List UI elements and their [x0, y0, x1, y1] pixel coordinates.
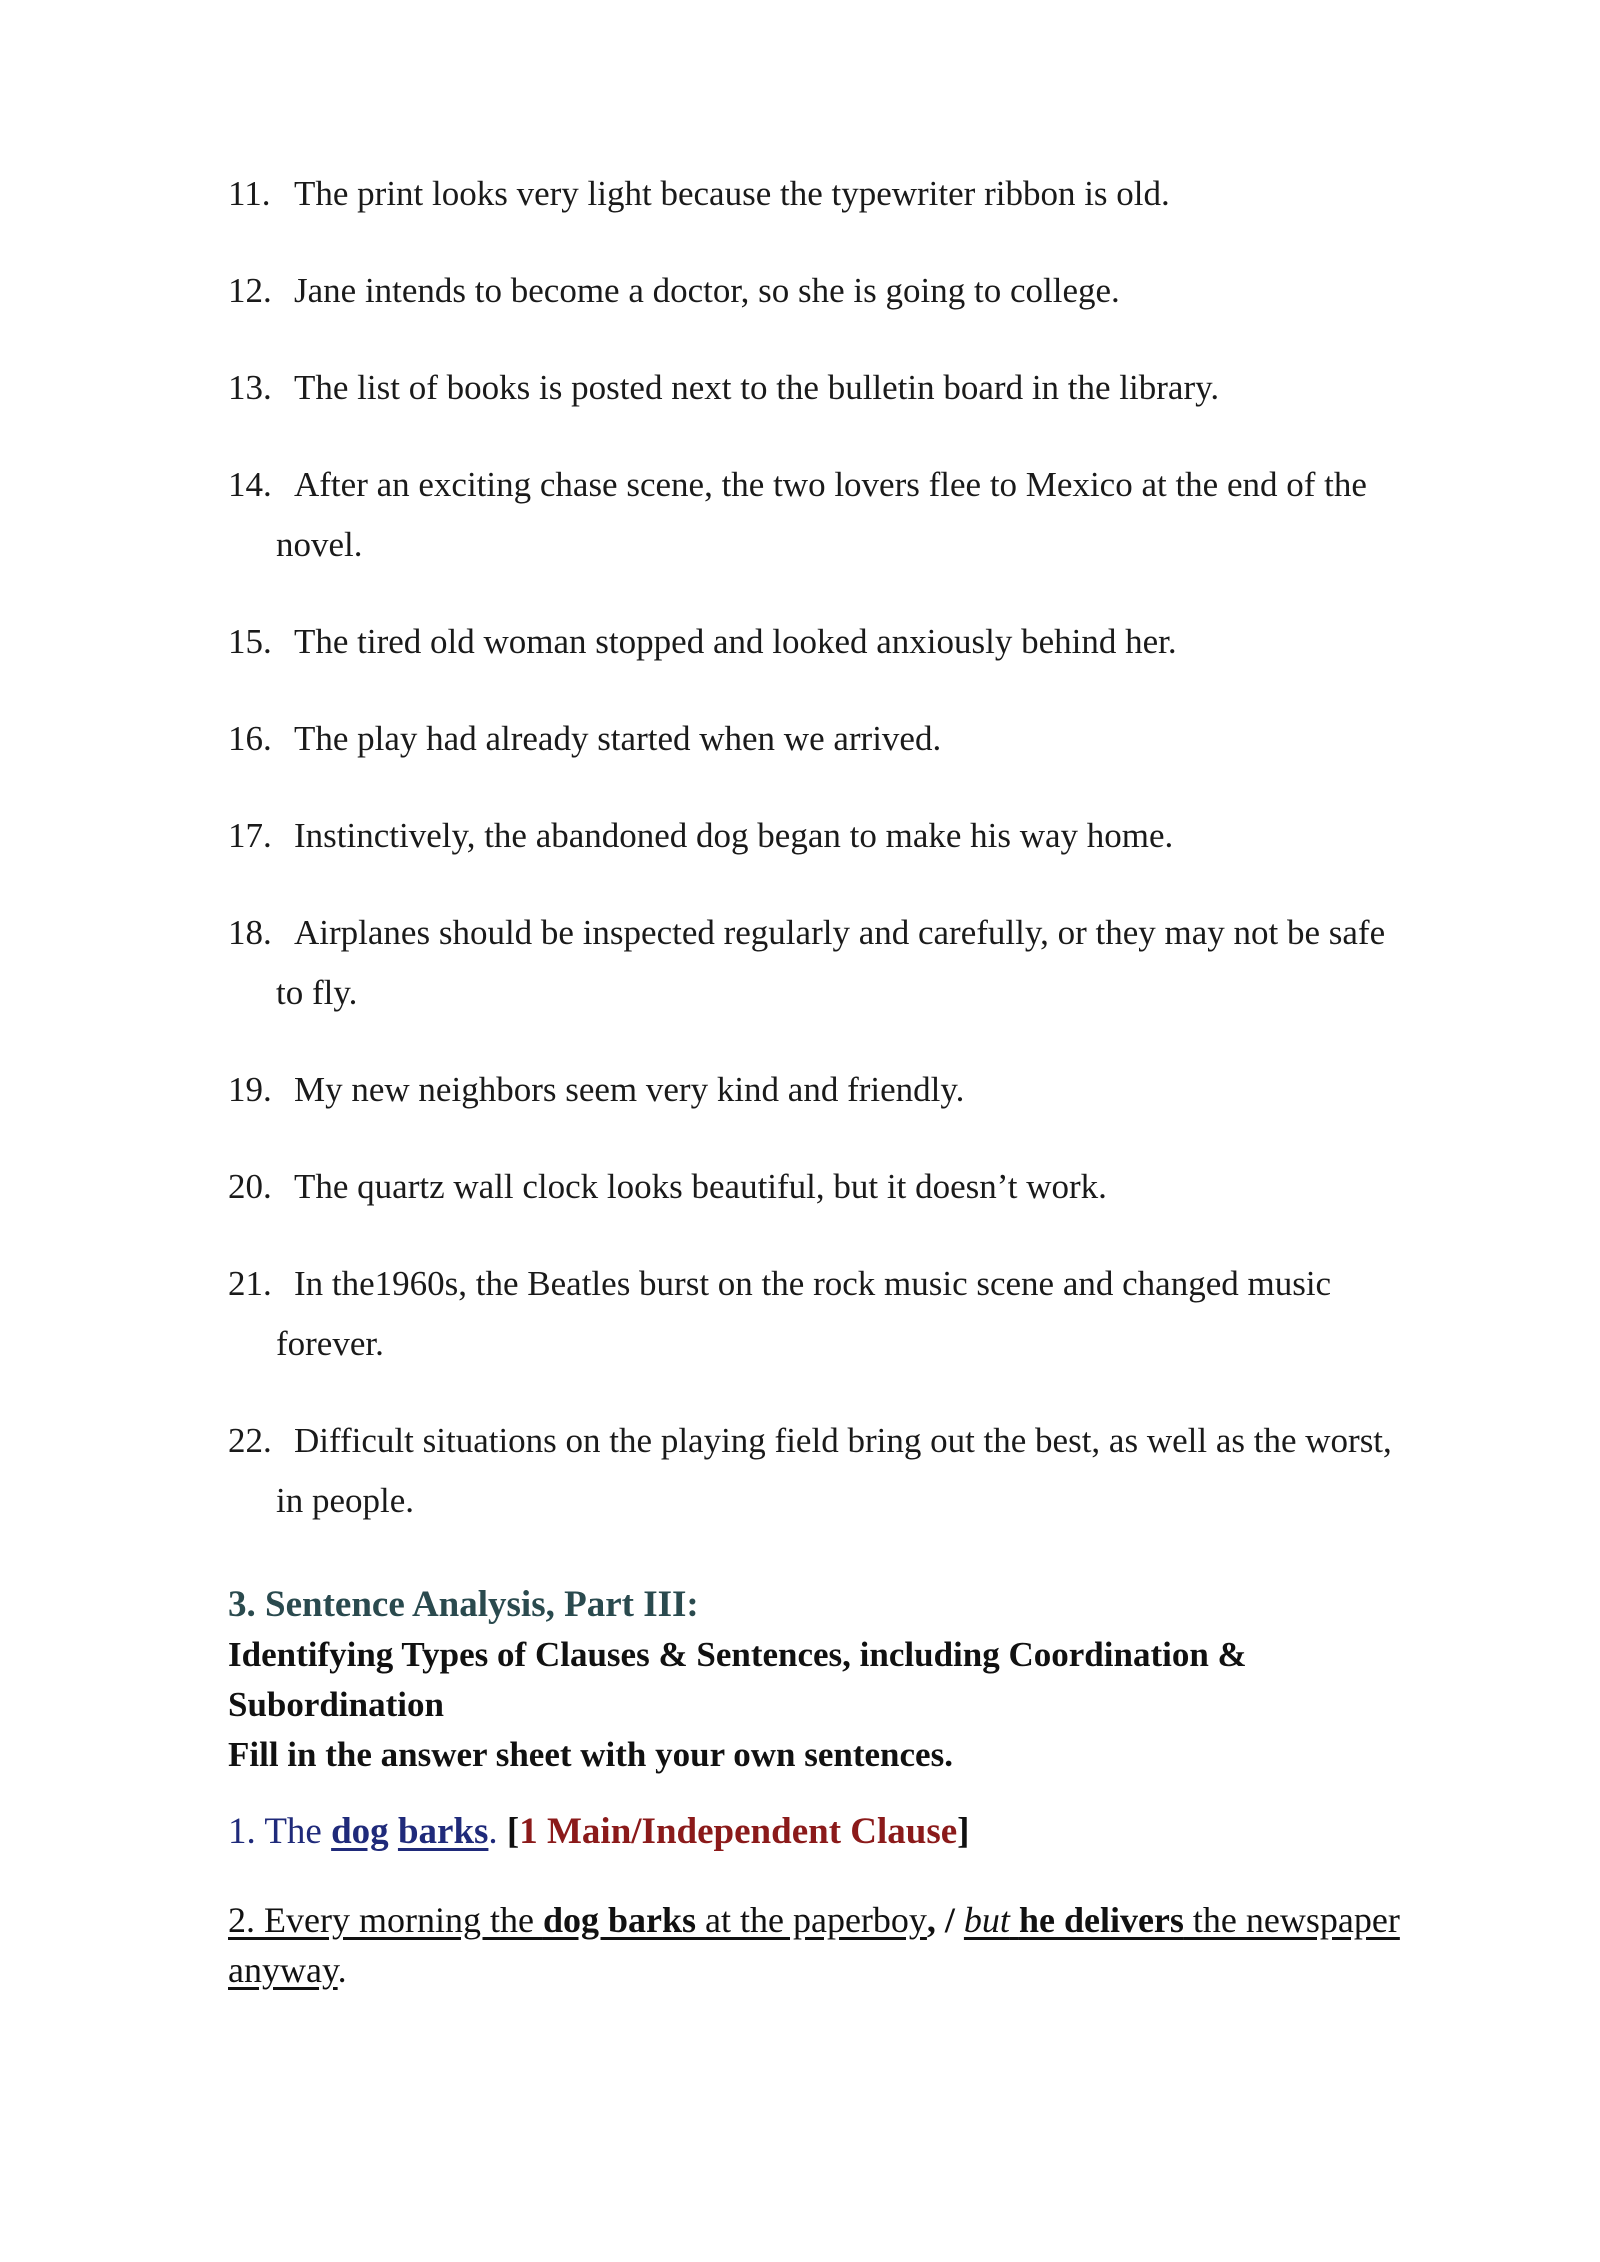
list-item [228, 612, 1488, 672]
item-text-continued: to fly. [276, 973, 358, 1012]
item-number: 14. [228, 465, 272, 504]
item-text-continued: forever. [276, 1324, 384, 1363]
list-item [228, 1060, 1488, 1120]
bracket-open: [ [506, 1811, 520, 1852]
item-text-continued: in people. [276, 1481, 415, 1520]
item-text: The quartz wall clock looks beautiful, but it doesn’t work. [294, 1167, 1107, 1206]
example-space [389, 1811, 398, 1852]
item-text: Airplanes should be inspected regularly and carefully, or they may not be safe [294, 913, 1386, 952]
clause-type-label: 1 Main/Independent Clause [519, 1811, 958, 1852]
list-item [228, 358, 1488, 418]
item-text: The list of books is posted next to the bulletin board in the library. [294, 368, 1220, 407]
example-subject-verb: he delivers [1018, 1900, 1184, 1940]
item-number: 15. [228, 622, 272, 661]
example-subject-verb: dog barks [542, 1900, 696, 1940]
item-text: Instinctively, the abandoned dog began to make his way home. [294, 816, 1174, 855]
item-text: The play had already started when we arrived. [294, 719, 942, 758]
item-text: The print looks very light because the typewriter ribbon is old. [294, 174, 1170, 213]
item-number: 13. [228, 368, 272, 407]
section-subtitle: Identifying Types of Clauses & Sentences, including Coordination & [228, 1635, 1247, 1674]
section-title: 3. Sentence Analysis, Part III: [228, 1584, 699, 1625]
list-item [228, 903, 1488, 1023]
section-subtitle-continued: Subordination [228, 1685, 444, 1724]
list-item [228, 164, 1488, 224]
item-text: My new neighbors seem very kind and friendly. [294, 1070, 965, 1109]
item-number: 11. [228, 174, 271, 213]
list-item [228, 455, 1488, 575]
example-verb: barks [397, 1811, 489, 1852]
example-clause-text: 2. Every morning the [228, 1900, 543, 1940]
list-item [228, 261, 1488, 321]
item-text: In the1960s, the Beatles burst on the rock music scene and changed music [294, 1264, 1332, 1303]
list-item [228, 806, 1488, 866]
list-item [228, 1254, 1488, 1374]
example-period: . [337, 1950, 347, 1990]
example-subject: dog [331, 1811, 389, 1852]
item-text: After an exciting chase scene, the two lovers flee to Mexico at the end of the [294, 465, 1367, 504]
coordinating-conjunction: but [963, 1900, 1010, 1940]
item-text: The tired old woman stopped and looked anxiously behind her. [294, 622, 1177, 661]
example-clause-text: anyway [228, 1950, 338, 1990]
section-heading [228, 1580, 1528, 1780]
section-instruction: Fill in the answer sheet with your own sentences. [228, 1735, 953, 1774]
item-text: Difficult situations on the playing field bring out the best, as well as the worst, [294, 1421, 1392, 1460]
example-clause-text: the newspaper [1183, 1900, 1400, 1940]
item-text: Jane intends to become a doctor, so she is going to college. [294, 271, 1120, 310]
item-number: 16. [228, 719, 272, 758]
list-item [228, 1411, 1488, 1531]
item-number: 12. [228, 271, 272, 310]
item-number: 19. [228, 1070, 272, 1109]
item-text-continued: novel. [276, 525, 363, 564]
clause-separator: , / [926, 1900, 964, 1940]
item-number: 18. [228, 913, 272, 952]
example-prefix: 1. The [228, 1811, 332, 1852]
list-item [228, 709, 1488, 769]
item-number: 22. [228, 1421, 272, 1460]
example-sentence-1 [228, 1807, 970, 1857]
example-space [1010, 1900, 1019, 1940]
list-item [228, 1157, 1488, 1217]
item-number: 21. [228, 1264, 272, 1303]
sentence-list [228, 164, 1488, 1568]
item-number: 20. [228, 1167, 272, 1206]
example-sentence-2 [228, 1895, 1468, 1995]
bracket-close: ] [957, 1811, 970, 1852]
item-number: 17. [228, 816, 272, 855]
example-period: . [488, 1811, 507, 1852]
example-clause-text: at the paperboy [696, 1900, 927, 1940]
